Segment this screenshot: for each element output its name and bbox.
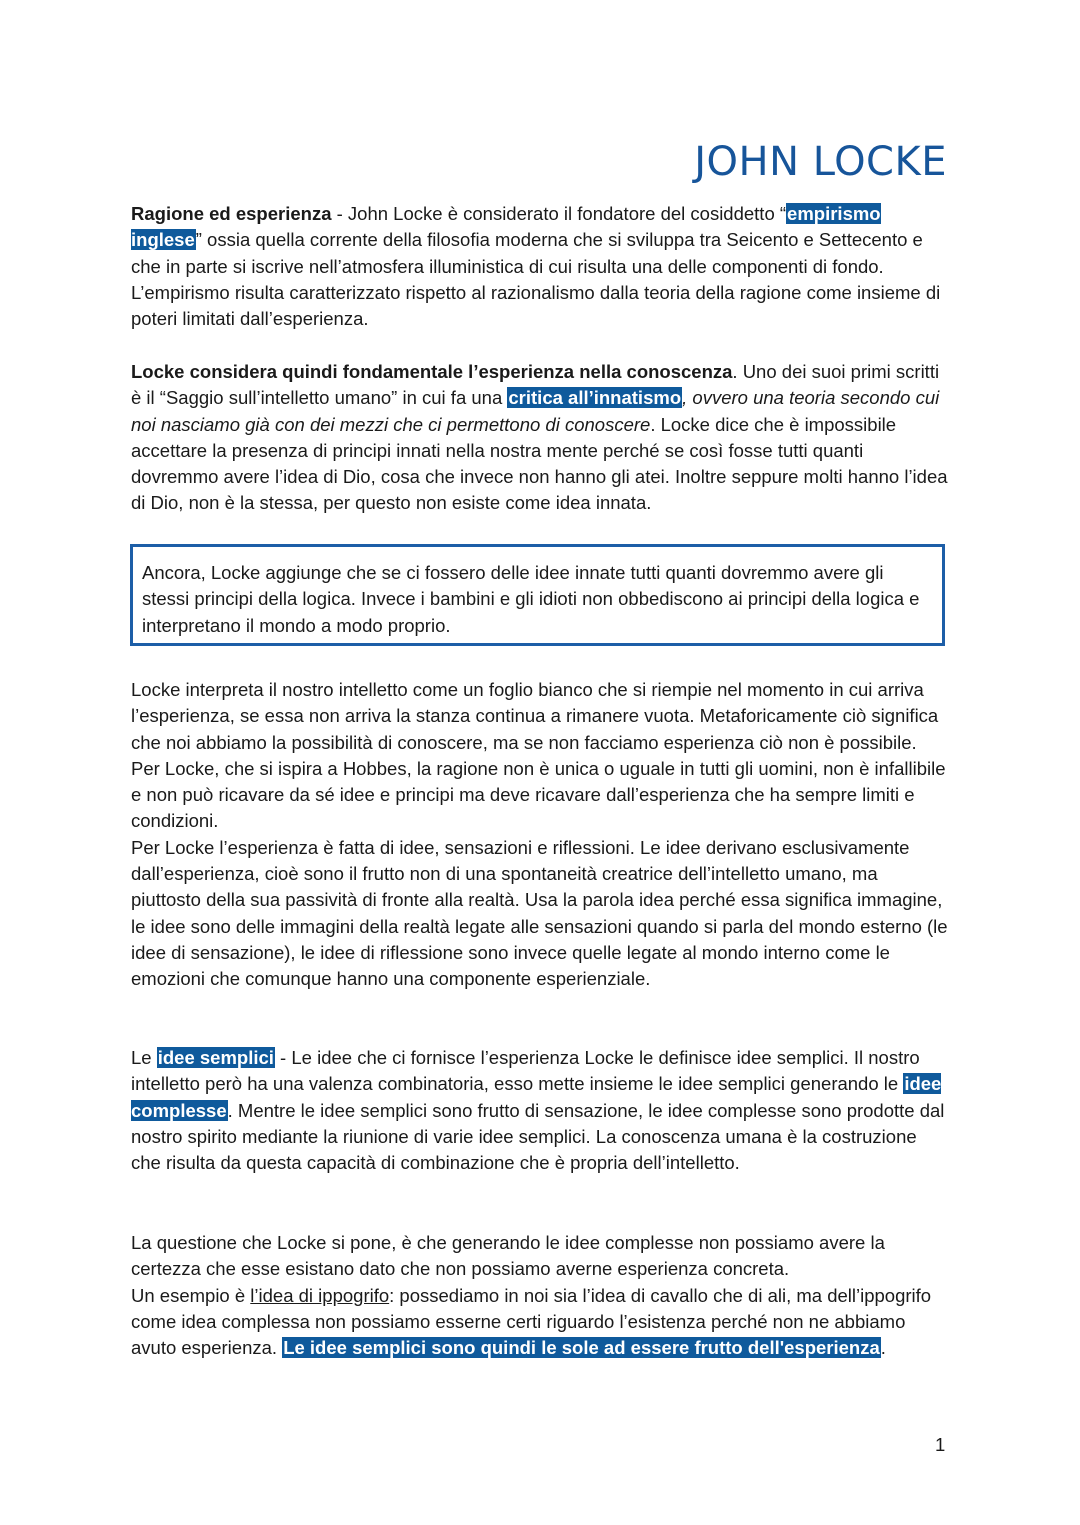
text-span: . Locke dice che è impossibile accettare la presenza di principi innati nella nostra mente perché se così fosse tutti quanti dovremmo avere l’idea di Dio, cosa che invece non hanno gli atei. Inoltre seppure molti hanno l’idea di Dio, non è la stessa, per questo non esiste come idea innata. xyxy=(131,413,948,514)
text-span: : possediamo in noi sia l’idea di cavallo che di ali, ma dell’ippogrifo come idea complessa non possiamo esserne certi riguardo l’esistenza perché non ne abbiamo avuto esperienza. xyxy=(131,1284,932,1359)
text-span: Locke interpreta il nostro intelletto come un foglio bianco che si riempie nel momento in cui arriva l’esperienza, se essa non arriva la stanza continua a rimanere vuota. Metaforicamente ciò significa che noi abbiamo la possibilità di conoscere, ma se non facciamo esperienza ciò non è possibile. Per Locke, che si ispira a Hobbes, la ragione non è unica o uguale in tutti gli uomini, non è infallibile e non può ricavare da sé idee e principi ma deve ricavare dall’esperienza che ha sempre limiti e condizioni. xyxy=(131,679,946,832)
text-span: - John Locke è considerato il fondatore del cosiddetto “ xyxy=(331,203,787,224)
highlight-critica-innatismo: critica all’innatismo xyxy=(508,387,682,409)
paragraph-foglio-bianco xyxy=(131,677,949,993)
section-heading: Ragione ed esperienza xyxy=(131,203,332,224)
text-span: Un esempio è xyxy=(131,1284,251,1306)
text-span: . Uno dei suoi primi scritti è il “Saggio sull’intelletto umano” in cui fa una xyxy=(131,361,940,409)
text-span: Per Locke l’esperienza è fatta di idee, sensazioni e riflessioni. Le idee derivano esclusivamente dall’esperienza, cioè sono il frutto non di una spontaneità creatrice dell’intelletto umano, ma piuttosto della sua passività di fronte alla realtà. Usa la parola idea perché essa significa immagine, le idee sono delle immagini della realtà legate alle sensazioni quando si parla del mondo esterno (le idee di sensazione), le idee di riflessione sono invece quelle legate al mondo interno come le emozioni che comunque hanno una componente esperienziale. xyxy=(131,836,948,990)
highlight-empirismo-inglese: empirismo inglese xyxy=(131,203,881,251)
section-heading: Locke considera quindi fondamentale l’esperienza nella conoscenza xyxy=(131,361,733,382)
text-span: ” ossia quella corrente della filosofia moderna che si sviluppa tra Seicento e Settecento e che in parte si iscrive nell’atmosfera illuministica di cui risulta una delle componenti di fondo. L’empirismo risulta caratterizzato rispetto al razionalismo dalla teoria della ragione come insieme di poteri limitati dall’esperienza. xyxy=(131,229,941,330)
text-span: - Le idee che ci fornisce l’esperienza Locke le definisce idee semplici. Il nostro intelletto però ha una valenza combinatoria, esso mette insieme le idee semplici generando le xyxy=(131,1047,920,1095)
callout-box xyxy=(130,544,945,646)
page-number: 1 xyxy=(935,1434,946,1455)
text-span: . xyxy=(880,1337,886,1359)
paragraph-ragione-esperienza xyxy=(131,201,949,332)
paragraph-idee-semplici xyxy=(131,1045,949,1176)
italic-definition: , ovvero una teoria secondo cui noi nasciamo già con dei mezzi che ci permettono di conoscere xyxy=(131,387,940,435)
highlight-idee-semplici: idee semplici xyxy=(157,1047,274,1068)
highlight-conclusion: Le idee semplici sono quindi le sole ad essere frutto dell'esperienza xyxy=(283,1337,880,1359)
text-span: Le xyxy=(131,1047,157,1068)
text-span: La questione che Locke si pone, è che generando le idee complesse non possiamo avere la certezza che esse esistano dato che non possiamo averne esperienza concreta. xyxy=(131,1232,885,1280)
highlight-idee-complesse: idee complesse xyxy=(131,1073,942,1121)
paragraph-ippogrifo xyxy=(131,1230,949,1361)
callout-text: Ancora, Locke aggiunge che se ci fossero delle idee innate tutti quanti dovremmo avere gli stessi principi della logica. Invece i bambini e gli idioti non obbediscono ai principi della logica e interpretano il mondo a modo proprio. xyxy=(142,562,920,636)
page-title: JOHN LOCKE xyxy=(694,139,947,185)
text-span: . Mentre le idee semplici sono frutto di sensazione, le idee complesse sono prodotte dal nostro spirito mediante la riunione di varie idee semplici. La conoscenza umana è la costruzione che risulta da questa capacità di combinazione che è propria dell’intelletto. xyxy=(131,1099,945,1174)
underlined-ippogrifo: l’idea di ippogrifo xyxy=(250,1284,390,1306)
paragraph-esperienza-conoscenza xyxy=(131,359,949,517)
